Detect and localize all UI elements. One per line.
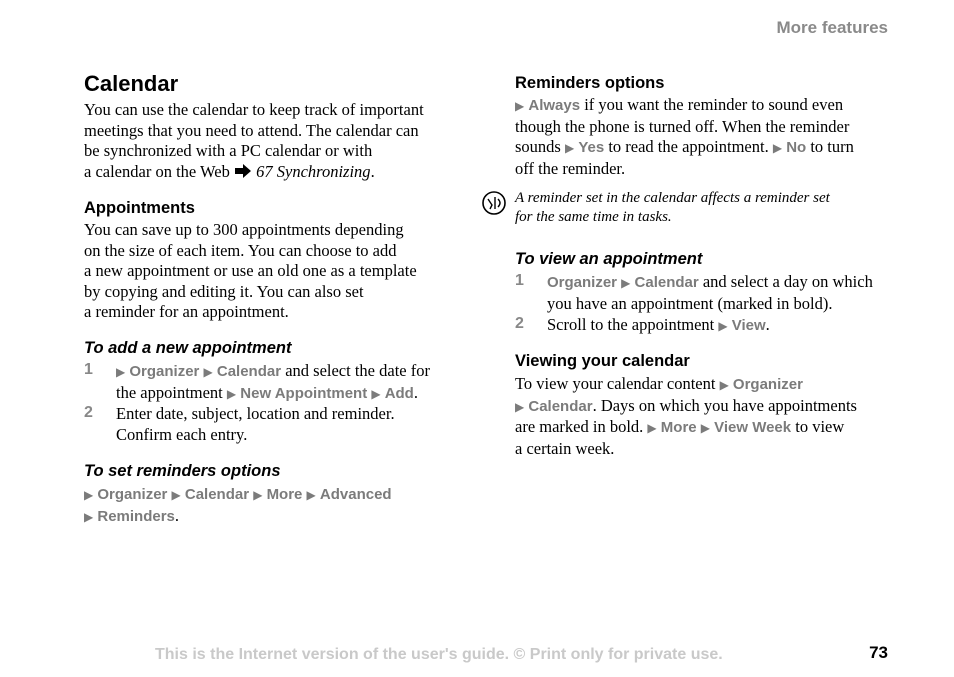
- menu-arrow-icon: ▶: [371, 386, 381, 401]
- menu-item-organizer: Organizer: [129, 363, 200, 380]
- intro-line: You can use the calendar to keep track of important: [84, 100, 424, 119]
- step-number: 2: [84, 404, 93, 421]
- intro-text: a calendar on the Web: [84, 161, 230, 181]
- view-step-2: Scroll to the appointment ▶ View.: [547, 315, 770, 334]
- menu-arrow-icon: ▶: [564, 141, 575, 155]
- menu-arrow-icon: ▶: [772, 141, 783, 155]
- menu-item-more: More: [266, 486, 303, 503]
- menu-arrow-icon: ▶: [226, 386, 237, 401]
- intro-line: meetings that you need to attend. The calendar can: [84, 120, 419, 140]
- paragraph-line: You can save up to 300 appointments depending: [84, 220, 404, 239]
- view-step-1: Organizer ▶ Calendar and select a day on which you have an appointment (marked in bold).: [547, 272, 873, 313]
- menu-arrow-icon: ▶: [718, 319, 728, 333]
- menu-item-view: View: [731, 317, 766, 334]
- tip-note: A reminder set in the calendar affects a reminder set for the same time in tasks.: [515, 190, 830, 225]
- view-appointment-heading: To view an appointment: [515, 250, 703, 268]
- step-number: 1: [84, 361, 93, 378]
- intro-paragraph: [84, 100, 424, 184]
- menu-item-calendar: Calendar: [216, 363, 282, 380]
- menu-arrow-icon: ▶: [253, 488, 263, 502]
- menu-item-organizer: Organizer: [732, 376, 803, 393]
- menu-item-organizer: Organizer: [97, 486, 168, 503]
- add-step-2: Enter date, subject, location and reminder. Confirm each entry.: [116, 404, 395, 444]
- menu-item-calendar: Calendar: [634, 274, 699, 291]
- menu-arrow-icon: ▶: [84, 488, 94, 502]
- menu-arrow-icon: ▶: [621, 276, 631, 290]
- tip-lightbulb-icon: [481, 190, 509, 221]
- menu-item-calendar: Calendar: [184, 486, 250, 503]
- menu-arrow-icon: ▶: [700, 421, 710, 435]
- menu-item-add: Add: [384, 384, 414, 402]
- page-title: Calendar: [84, 71, 179, 96]
- menu-arrow-icon: ▶: [306, 488, 316, 502]
- cross-reference-arrow-icon: [234, 163, 252, 185]
- menu-item-view-week: View Week: [714, 419, 792, 436]
- paragraph-line: a new appointment or use an old one as a template: [84, 261, 417, 280]
- reminders-options-paragraph: ▶ Always if you want the reminder to sound even though the phone is turned off. When the reminder sounds ▶ Yes to read the appointment. ▶ No to turn off the reminder.: [515, 95, 854, 178]
- section-title: More features: [776, 18, 888, 37]
- appointments-heading: Appointments: [84, 199, 195, 217]
- add-step-1: ▶ Organizer ▶ Calendar and select the date for the appointment ▶ New Appointment ▶ Add.: [116, 361, 430, 402]
- menu-item-advanced: Advanced: [319, 486, 392, 503]
- menu-arrow-icon: ▶: [515, 99, 525, 113]
- menu-item-reminders: Reminders: [97, 507, 175, 525]
- set-reminders-path: ▶ Organizer ▶ Calendar ▶ More ▶ Advanced ▶ Reminders.: [84, 486, 392, 525]
- viewing-calendar-heading: Viewing your calendar: [515, 352, 690, 370]
- menu-arrow-icon: ▶: [84, 509, 94, 524]
- menu-arrow-icon: ▶: [515, 399, 525, 414]
- footer-notice: This is the Internet version of the user's guide. © Print only for private use.: [155, 646, 723, 663]
- intro-line: a calendar on the Web 67 Synchronizing.: [84, 162, 424, 185]
- menu-item-calendar: Calendar: [528, 397, 593, 415]
- paragraph-line: a reminder for an appointment.: [84, 302, 289, 321]
- page-number: 73: [869, 643, 888, 662]
- intro-line: be synchronized with a PC calendar or with: [84, 141, 373, 160]
- menu-arrow-icon: ▶: [116, 365, 126, 379]
- menu-arrow-icon: ▶: [203, 365, 213, 379]
- menu-arrow-icon: ▶: [171, 488, 181, 502]
- add-appointment-heading: To add a new appointment: [84, 339, 292, 357]
- menu-item-no: No: [786, 139, 807, 156]
- viewing-calendar-paragraph: To view your calendar content ▶ Organizer ▶ Calendar. Days on which you have appointments are marked in bold. ▶ More ▶ View Week to view a certain week.: [515, 374, 857, 458]
- appointments-paragraph: [84, 220, 417, 323]
- menu-arrow-icon: ▶: [719, 378, 729, 392]
- set-reminders-heading: To set reminders options: [84, 462, 281, 480]
- paragraph-line: on the size of each item. You can choose to add: [84, 240, 397, 260]
- cross-reference-link[interactable]: 67 Synchronizing: [256, 161, 371, 181]
- menu-item-always: Always: [528, 97, 581, 114]
- menu-item-organizer: Organizer: [547, 274, 618, 291]
- menu-item-new-appointment: New Appointment: [240, 384, 368, 402]
- step-number: 1: [515, 272, 524, 289]
- menu-arrow-icon: ▶: [647, 421, 657, 435]
- menu-item-more: More: [660, 419, 697, 436]
- menu-item-yes: Yes: [578, 139, 605, 156]
- paragraph-line: by copying and editing it. You can also set: [84, 281, 364, 301]
- reminders-options-heading: Reminders options: [515, 74, 665, 92]
- step-number: 2: [515, 315, 524, 332]
